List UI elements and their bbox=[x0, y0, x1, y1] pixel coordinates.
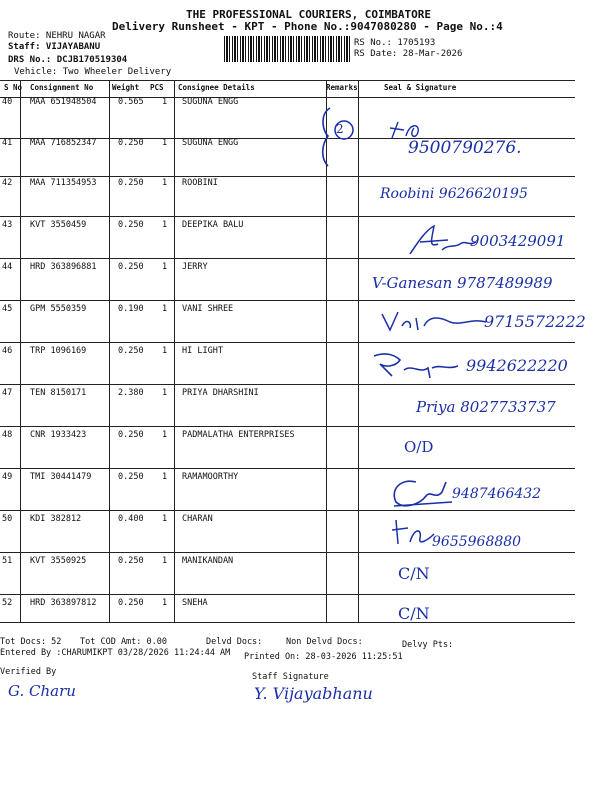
cell-pcs: 1 bbox=[162, 430, 168, 440]
col-divider bbox=[174, 80, 175, 622]
cell-pcs: 1 bbox=[162, 97, 168, 107]
cell-consignee: SUGUNA ENGG bbox=[182, 138, 239, 148]
signature-row-41: 9500790276. bbox=[408, 138, 522, 158]
cell-pcs: 1 bbox=[162, 346, 168, 356]
cell-consignment: MAA 711354953 bbox=[30, 178, 97, 188]
row-divider bbox=[0, 468, 575, 469]
cell-weight: 0.250 bbox=[118, 430, 144, 440]
rs-number: RS No.: 1705193 bbox=[354, 38, 436, 48]
cell-pcs: 1 bbox=[162, 598, 168, 608]
header-seal-signature: Seal & Signature bbox=[384, 83, 457, 92]
header-pcs: PCS bbox=[150, 83, 164, 92]
cell-consignee: RAMAMOORTHY bbox=[182, 472, 239, 482]
table-bottom-border bbox=[0, 622, 575, 623]
cell-pcs: 1 bbox=[162, 262, 168, 272]
cell-consignment: HRD 363897812 bbox=[30, 598, 97, 608]
runsheet-title: Delivery Runsheet - KPT - Phone No.:9047080280 - Page No.:4 bbox=[112, 20, 503, 33]
route-label: Route: NEHRU NAGAR bbox=[8, 31, 106, 41]
row-divider bbox=[0, 552, 575, 553]
cell-sno: 50 bbox=[2, 514, 13, 524]
cell-consignment: HRD 363896881 bbox=[30, 262, 97, 272]
cell-sno: 52 bbox=[2, 598, 13, 608]
signature-row-42: Roobini 9626620195 bbox=[380, 186, 528, 202]
cell-consignee: HI LIGHT bbox=[182, 346, 223, 356]
signature-row-52: C/N bbox=[398, 604, 430, 623]
cell-pcs: 1 bbox=[162, 514, 168, 524]
row-divider bbox=[0, 594, 575, 595]
row-divider bbox=[0, 300, 575, 301]
cell-weight: 0.190 bbox=[118, 304, 144, 314]
cell-sno: 47 bbox=[2, 388, 13, 398]
signature-scribble bbox=[408, 222, 478, 262]
barcode bbox=[224, 36, 352, 62]
header-sno: S No bbox=[4, 83, 23, 92]
cell-consignment: MAA 651948504 bbox=[30, 97, 97, 107]
total-cod-amount: Tot COD Amt: 0.00 bbox=[80, 637, 167, 647]
delivered-docs: Delvd Docs: bbox=[206, 637, 263, 647]
remarks-bracket-mark bbox=[316, 104, 360, 168]
cell-weight: 0.250 bbox=[118, 556, 144, 566]
verified-by-signature: G. Charu bbox=[8, 682, 76, 700]
cell-weight: 0.250 bbox=[118, 138, 144, 148]
cell-consignment: KVT 3550925 bbox=[30, 556, 87, 566]
row-divider bbox=[0, 216, 575, 217]
signature-row-44: V-Ganesan 9787489989 bbox=[372, 274, 553, 292]
signature-row-43: 9003429091 bbox=[470, 232, 566, 250]
staff-signature: Y. Vijayabhanu bbox=[254, 684, 373, 703]
cell-weight: 0.250 bbox=[118, 598, 144, 608]
cell-pcs: 1 bbox=[162, 556, 168, 566]
header-consignee: Consignee Details bbox=[178, 83, 255, 92]
cell-sno: 45 bbox=[2, 304, 13, 314]
cell-weight: 0.250 bbox=[118, 262, 144, 272]
cell-consignee: VANI SHREE bbox=[182, 304, 234, 314]
col-divider bbox=[20, 80, 21, 622]
signature-row-48: O/D bbox=[404, 438, 434, 456]
cell-weight: 0.250 bbox=[118, 178, 144, 188]
signature-row-50: 9655968880 bbox=[432, 534, 522, 550]
verified-by-label: Verified By bbox=[0, 667, 57, 677]
table-top-border bbox=[0, 80, 575, 81]
cell-consignee: JERRY bbox=[182, 262, 208, 272]
cell-sno: 40 bbox=[2, 97, 13, 107]
non-delivered-docs: Non Delvd Docs: bbox=[286, 637, 363, 647]
cell-sno: 46 bbox=[2, 346, 13, 356]
cell-weight: 0.250 bbox=[118, 220, 144, 230]
cell-consignee: SNEHA bbox=[182, 598, 208, 608]
cell-consignment: TRP 1096169 bbox=[30, 346, 87, 356]
signature-row-49: 9487466432 bbox=[452, 486, 542, 502]
cell-weight: 0.250 bbox=[118, 346, 144, 356]
printed-on: Printed On: 28-03-2026 11:25:51 bbox=[244, 652, 403, 662]
cell-pcs: 1 bbox=[162, 388, 168, 398]
cell-weight: 0.400 bbox=[118, 514, 144, 524]
cell-sno: 48 bbox=[2, 430, 13, 440]
company-name: THE PROFESSIONAL COURIERS, COIMBATORE bbox=[186, 8, 432, 21]
cell-consignee: MANIKANDAN bbox=[182, 556, 234, 566]
vehicle-label: Vehicle: Two Wheeler Delivery bbox=[14, 67, 172, 77]
row-divider bbox=[0, 384, 575, 385]
cell-consignee: CHARAN bbox=[182, 514, 213, 524]
entered-by: Entered By :CHARUMIKPT 03/28/2026 11:24:44 AM bbox=[0, 648, 231, 658]
cell-consignment: GPM 5550359 bbox=[30, 304, 87, 314]
row-divider bbox=[0, 510, 575, 511]
cell-pcs: 1 bbox=[162, 138, 168, 148]
remarks-mark: 2 bbox=[336, 122, 344, 136]
cell-sno: 41 bbox=[2, 138, 13, 148]
cell-consignee: PADMALATHA ENTERPRISES bbox=[182, 430, 295, 440]
cell-sno: 49 bbox=[2, 472, 13, 482]
signature-scribble bbox=[386, 476, 456, 512]
signature-row-45: 9715572222 bbox=[484, 312, 586, 331]
total-docs: Tot Docs: 52 bbox=[0, 637, 62, 647]
cell-consignee: SUGUNA ENGG bbox=[182, 97, 239, 107]
row-divider bbox=[0, 258, 575, 259]
cell-consignment: TMI 30441479 bbox=[30, 472, 92, 482]
cell-pcs: 1 bbox=[162, 178, 168, 188]
row-divider bbox=[0, 342, 575, 343]
drs-number: DRS No.: DCJB170519304 bbox=[8, 55, 128, 65]
cell-consignment: TEN 8150171 bbox=[30, 388, 87, 398]
staff-signature-label: Staff Signature bbox=[252, 672, 329, 682]
cell-weight: 0.250 bbox=[118, 472, 144, 482]
signature-scribble bbox=[370, 350, 460, 380]
delivery-points: Delvy Pts: bbox=[402, 640, 454, 650]
cell-pcs: 1 bbox=[162, 220, 168, 230]
signature-scribble bbox=[380, 308, 490, 336]
header-consignment: Consignment No bbox=[30, 83, 94, 92]
cell-sno: 51 bbox=[2, 556, 13, 566]
header-remarks: Remarks bbox=[326, 83, 358, 92]
col-divider bbox=[109, 80, 110, 622]
cell-pcs: 1 bbox=[162, 304, 168, 314]
row-divider bbox=[0, 176, 575, 177]
signature-row-47: Priya 8027733737 bbox=[416, 398, 556, 416]
cell-consignment: KDI 382812 bbox=[30, 514, 82, 524]
cell-weight: 2.380 bbox=[118, 388, 144, 398]
cell-sno: 43 bbox=[2, 220, 13, 230]
cell-consignment: MAA 716852347 bbox=[30, 138, 97, 148]
cell-weight: 0.565 bbox=[118, 97, 144, 107]
cell-consignment: KVT 3550459 bbox=[30, 220, 87, 230]
cell-consignee: PRIYA DHARSHINI bbox=[182, 388, 259, 398]
cell-sno: 42 bbox=[2, 178, 13, 188]
cell-pcs: 1 bbox=[162, 472, 168, 482]
cell-consignee: DEEPIKA BALU bbox=[182, 220, 244, 230]
rs-date: RS Date: 28-Mar-2026 bbox=[354, 49, 463, 59]
signature-row-46: 9942622220 bbox=[466, 356, 568, 375]
header-weight: Weight bbox=[112, 83, 140, 92]
staff-label: Staff: VIJAYABANU bbox=[8, 42, 101, 52]
signature-row-51: C/N bbox=[398, 564, 430, 583]
row-divider bbox=[0, 426, 575, 427]
cell-consignment: CNR 1933423 bbox=[30, 430, 87, 440]
cell-sno: 44 bbox=[2, 262, 13, 272]
cell-consignee: ROOBINI bbox=[182, 178, 218, 188]
